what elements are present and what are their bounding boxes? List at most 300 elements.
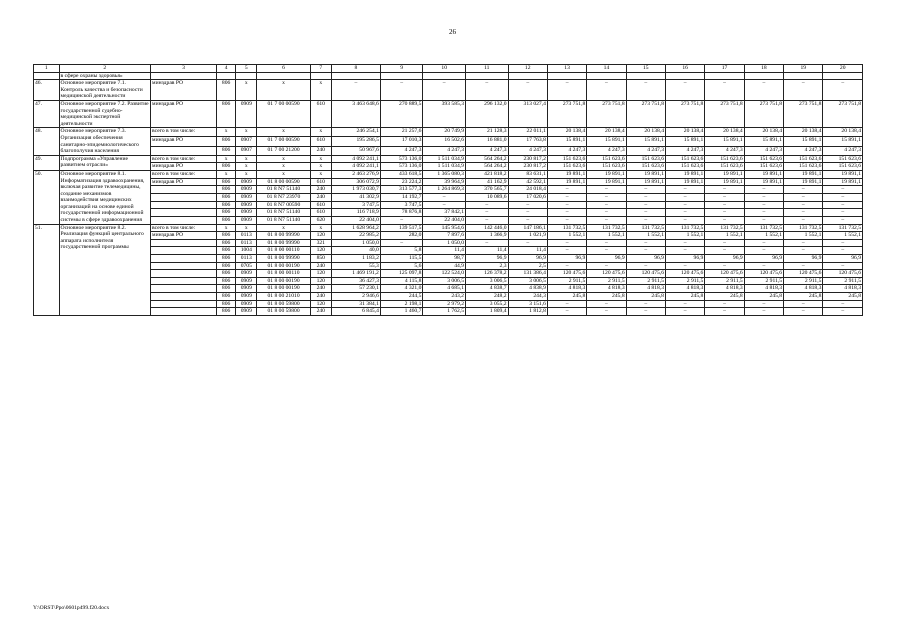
amount-cell: 19 891,1 <box>587 178 626 186</box>
executor-cell: всего в том числе: <box>151 155 217 163</box>
code-cell: 01 8 00 99990 <box>257 239 310 247</box>
amount-cell: – <box>547 308 586 316</box>
amount-cell: 19 891,1 <box>705 178 744 186</box>
amount-cell: – <box>744 209 783 217</box>
amount-cell: 142 446,0 <box>465 224 508 232</box>
amount-cell: 2 198,1 <box>380 300 423 308</box>
empty-cell <box>665 72 704 80</box>
code-cell: 806 <box>217 285 236 293</box>
amount-cell: 15 891,1 <box>665 137 704 146</box>
amount-cell: 15 891,1 <box>784 137 823 146</box>
amount-cell: 147 186,1 <box>508 224 547 232</box>
amount-cell: 139 517,5 <box>380 224 423 232</box>
amount-cell: 273 751,8 <box>705 100 744 127</box>
amount-cell: 17 763,8 <box>508 137 547 146</box>
amount-cell: 122 524,0 <box>423 270 466 278</box>
amount-cell: 3 006,5 <box>423 277 466 285</box>
code-cell: x <box>236 128 257 137</box>
amount-cell: 245,8 <box>626 293 665 301</box>
executor-cell: минздрав РО <box>151 178 217 186</box>
row-number-cell: 46. <box>34 80 60 101</box>
code-cell: x <box>257 224 310 232</box>
amount-cell: 4 115,8 <box>380 277 423 285</box>
code-cell: 01 8 00 00190 <box>257 285 310 293</box>
code-cell: 01 8 N7 51140 <box>257 216 310 224</box>
code-cell: 806 <box>217 308 236 316</box>
amount-cell: 96,9 <box>665 255 704 263</box>
amount-cell: – <box>465 216 508 224</box>
amount-cell: 83 631,1 <box>508 170 547 178</box>
amount-cell: 120 475,6 <box>705 270 744 278</box>
amount-cell: 151 623,6 <box>665 163 704 171</box>
amount-cell: – <box>587 239 626 247</box>
amount-cell: 370 565,7 <box>465 186 508 194</box>
amount-cell: 24 018,4 <box>508 186 547 194</box>
column-number-header: 13 <box>547 65 586 73</box>
amount-cell: 2 911,5 <box>665 277 704 285</box>
amount-cell: 1 365 080,3 <box>423 170 466 178</box>
code-cell: 610 <box>310 178 331 186</box>
column-number-header: 17 <box>705 65 744 73</box>
executor-cell: всего в том числе: <box>151 224 217 232</box>
amount-cell: 19 891,1 <box>626 178 665 186</box>
code-cell: 01 7 00 00590 <box>257 137 310 146</box>
code-cell: 806 <box>217 277 236 285</box>
table-row <box>34 247 863 255</box>
amount-cell: 151 623,6 <box>626 163 665 171</box>
table-row <box>34 262 863 270</box>
code-cell: 120 <box>310 270 331 278</box>
amount-cell: 42 592,1 <box>508 178 547 186</box>
code-cell: x <box>257 80 310 101</box>
amount-cell: 120 475,6 <box>665 270 704 278</box>
amount-cell: – <box>587 262 626 270</box>
code-cell: 01 8 00 99990 <box>257 255 310 263</box>
amount-cell: – <box>626 300 665 308</box>
amount-cell: 151 623,6 <box>784 163 823 171</box>
amount-cell: 11,4 <box>465 247 508 255</box>
amount-cell: 151 623,6 <box>823 163 863 171</box>
amount-cell: – <box>784 300 823 308</box>
code-cell: 01 8 N7 00590 <box>257 201 310 209</box>
code-cell: 01 8 00 59800 <box>257 300 310 308</box>
code-cell: 0909 <box>236 277 257 285</box>
code-cell: x <box>236 155 257 163</box>
amount-cell: 4 092 241,1 <box>331 155 380 163</box>
code-cell: 120 <box>310 232 331 240</box>
amount-cell: 96,9 <box>547 255 586 263</box>
item-name-cell: Основное мероприятие 8.2. Реализация функций центрального аппарата исполнителя государственной программы <box>59 224 151 315</box>
amount-cell: 4 818,3 <box>744 285 783 293</box>
amount-cell: 151 623,6 <box>744 163 783 171</box>
code-cell: 01 8 00 00190 <box>257 262 310 270</box>
code-cell: x <box>310 163 331 171</box>
empty-cell <box>310 72 331 80</box>
amount-cell: 230 817,2 <box>508 155 547 163</box>
amount-cell: 3 747,5 <box>380 201 423 209</box>
code-cell: 01 7 00 00590 <box>257 100 310 127</box>
code-cell: 120 <box>310 300 331 308</box>
amount-cell: – <box>823 80 863 101</box>
code-cell: 0909 <box>236 186 257 194</box>
amount-cell: 55,3 <box>331 262 380 270</box>
amount-cell: 16 502,6 <box>423 137 466 146</box>
amount-cell: 2 911,5 <box>823 277 863 285</box>
code-cell: 0907 <box>236 146 257 155</box>
empty-cell <box>547 72 586 80</box>
amount-cell: 96,9 <box>465 255 508 263</box>
empty-cell <box>236 72 257 80</box>
amount-cell: 1 264 869,3 <box>423 186 466 194</box>
amount-cell: 19 891,1 <box>665 170 704 178</box>
code-cell: x <box>257 170 310 178</box>
amount-cell: 4 818,3 <box>823 285 863 293</box>
amount-cell: 1 809,4 <box>465 308 508 316</box>
row-number-cell: 47. <box>34 100 60 127</box>
amount-cell: – <box>784 247 823 255</box>
code-cell: 806 <box>217 186 236 194</box>
executor-cell: минздрав РО <box>151 232 217 240</box>
amount-cell: 7 897,6 <box>423 232 466 240</box>
amount-cell: 1 552,1 <box>665 232 704 240</box>
amount-cell: – <box>744 239 783 247</box>
item-name-cell: Подпрограмма «Управление развитием отрасли» <box>59 155 151 170</box>
row-number-cell: 51. <box>34 224 60 315</box>
amount-cell: 50 967,6 <box>331 146 380 155</box>
amount-cell: 273 751,8 <box>626 100 665 127</box>
amount-cell: – <box>823 193 863 201</box>
amount-cell: 1 552,1 <box>705 232 744 240</box>
amount-cell: – <box>823 262 863 270</box>
amount-cell: – <box>547 201 586 209</box>
table-row <box>34 239 863 247</box>
code-cell: 806 <box>217 146 236 155</box>
column-number-header: 10 <box>423 65 466 73</box>
table-row <box>34 255 863 263</box>
amount-cell: 4 247,3 <box>587 146 626 155</box>
code-cell: 0909 <box>236 178 257 186</box>
amount-cell: 19 891,1 <box>744 178 783 186</box>
code-cell: 806 <box>217 232 236 240</box>
amount-cell: 15 891,1 <box>705 137 744 146</box>
table-row <box>34 216 863 224</box>
amount-cell: – <box>465 201 508 209</box>
item-name-cell: Основное мероприятие 7.1. Контроль качества и безопасности медицинской деятельности <box>59 80 151 101</box>
amount-cell: 246 254,1 <box>331 128 380 137</box>
amount-cell: 11,4 <box>508 247 547 255</box>
amount-cell: – <box>547 300 586 308</box>
amount-cell: 1 552,1 <box>744 232 783 240</box>
amount-cell: 4 247,3 <box>823 146 863 155</box>
amount-cell: 151 623,6 <box>665 155 704 163</box>
amount-cell: 1 552,1 <box>626 232 665 240</box>
amount-cell: 131 732,5 <box>626 224 665 232</box>
amount-cell: 2 911,5 <box>626 277 665 285</box>
amount-cell: 1 511 034,9 <box>423 163 466 171</box>
amount-cell: 2,3 <box>465 262 508 270</box>
amount-cell: 4 247,3 <box>626 146 665 155</box>
amount-cell: 4 247,3 <box>508 146 547 155</box>
code-cell: 0909 <box>236 209 257 217</box>
code-cell: 01 8 00 00190 <box>257 277 310 285</box>
amount-cell: – <box>626 209 665 217</box>
amount-cell: 4 247,3 <box>423 146 466 155</box>
amount-cell: 1 469 191,2 <box>331 270 380 278</box>
amount-cell: 2 911,5 <box>547 277 586 285</box>
amount-cell: – <box>823 300 863 308</box>
amount-cell: 2 463 276,9 <box>331 170 380 178</box>
amount-cell: – <box>744 80 783 101</box>
amount-cell: – <box>665 193 704 201</box>
amount-cell: – <box>665 262 704 270</box>
amount-cell: 4 247,3 <box>784 146 823 155</box>
amount-cell: 131 732,5 <box>823 224 863 232</box>
amount-cell: – <box>587 186 626 194</box>
amount-cell: – <box>705 308 744 316</box>
amount-cell: 6 845,4 <box>331 308 380 316</box>
amount-cell: – <box>784 193 823 201</box>
amount-cell: 573 136,0 <box>380 163 423 171</box>
amount-cell: – <box>665 239 704 247</box>
amount-cell: – <box>784 186 823 194</box>
amount-cell: 19 891,1 <box>547 170 586 178</box>
amount-cell: – <box>331 80 380 101</box>
code-cell: 321 <box>310 239 331 247</box>
amount-cell: – <box>823 247 863 255</box>
amount-cell: – <box>705 262 744 270</box>
code-cell: 01 8 00 99990 <box>257 232 310 240</box>
executor-cell <box>151 308 217 316</box>
column-number-header: 4 <box>217 65 236 73</box>
column-number-header: 19 <box>784 65 823 73</box>
amount-cell: 131 732,5 <box>784 224 823 232</box>
amount-cell: – <box>626 201 665 209</box>
executor-cell <box>151 209 217 217</box>
amount-cell: 20 138,4 <box>547 128 586 137</box>
empty-cell <box>465 72 508 80</box>
amount-cell: 17 020,6 <box>508 193 547 201</box>
amount-cell: 15 891,1 <box>744 137 783 146</box>
column-number-header: 11 <box>465 65 508 73</box>
table-row <box>34 186 863 194</box>
amount-cell: – <box>508 80 547 101</box>
amount-cell: 273 751,8 <box>587 100 626 127</box>
table-row <box>34 224 863 232</box>
column-number-header: 7 <box>310 65 331 73</box>
amount-cell: 296 132,0 <box>465 100 508 127</box>
empty-cell <box>784 72 823 80</box>
amount-cell: 4 838,7 <box>465 285 508 293</box>
table-row <box>34 193 863 201</box>
executor-cell <box>151 262 217 270</box>
code-cell: 0909 <box>236 216 257 224</box>
amount-cell: 245,8 <box>744 293 783 301</box>
row-number-cell: 49. <box>34 155 60 170</box>
amount-cell: 19 891,1 <box>587 170 626 178</box>
amount-cell: 4 838,9 <box>508 285 547 293</box>
item-name-cell: в сфере охраны здоровья» <box>59 72 151 80</box>
code-cell: 0705 <box>236 262 257 270</box>
amount-cell: – <box>626 239 665 247</box>
amount-cell: 37 842,1 <box>423 209 466 217</box>
executor-cell: всего в том числе: <box>151 170 217 178</box>
amount-cell: 245,8 <box>665 293 704 301</box>
amount-cell: – <box>423 193 466 201</box>
amount-cell: 2,5 <box>508 262 547 270</box>
amount-cell: 244,5 <box>380 293 423 301</box>
item-name-cell: Основное мероприятие 8.1. Информатизация здравоохранения, включая развитие телемедицины, создание механизмов взаимодействия медицинских организаций на основе единой государственной информационной системы в сфере здравоохранения <box>59 170 151 224</box>
amount-cell: 245,8 <box>587 293 626 301</box>
amount-cell: 244,3 <box>508 293 547 301</box>
amount-cell: – <box>587 209 626 217</box>
amount-cell: – <box>823 308 863 316</box>
amount-cell: 131 732,5 <box>744 224 783 232</box>
amount-cell: – <box>665 186 704 194</box>
amount-cell: 1 762,5 <box>423 308 466 316</box>
executor-cell <box>151 293 217 301</box>
code-cell: 0909 <box>236 201 257 209</box>
amount-cell: – <box>587 193 626 201</box>
amount-cell: 151 623,6 <box>705 155 744 163</box>
amount-cell: 2 979,2 <box>423 300 466 308</box>
amount-cell: – <box>823 239 863 247</box>
code-cell: 806 <box>217 293 236 301</box>
amount-cell: 2 911,5 <box>784 277 823 285</box>
amount-cell: 39 964,9 <box>423 178 466 186</box>
code-cell: 240 <box>310 193 331 201</box>
code-cell: 240 <box>310 308 331 316</box>
amount-cell: 96,9 <box>744 255 783 263</box>
table-row <box>34 100 863 127</box>
amount-cell: – <box>705 201 744 209</box>
amount-cell: 19 891,1 <box>705 170 744 178</box>
column-number-header: 18 <box>744 65 783 73</box>
table-row <box>34 300 863 308</box>
executor-cell: минздрав РО <box>151 80 217 101</box>
amount-cell: 4 247,3 <box>547 146 586 155</box>
amount-cell: 16 881,0 <box>465 137 508 146</box>
amount-cell: – <box>823 201 863 209</box>
amount-cell: 120 475,6 <box>587 270 626 278</box>
code-cell: x <box>257 155 310 163</box>
amount-cell: – <box>823 209 863 217</box>
amount-cell: 96,9 <box>587 255 626 263</box>
amount-cell: 2 946,6 <box>331 293 380 301</box>
amount-cell: – <box>587 308 626 316</box>
code-cell: x <box>236 224 257 232</box>
code-cell: 240 <box>310 262 331 270</box>
code-cell: 806 <box>217 239 236 247</box>
amount-cell: 22 985,2 <box>331 232 380 240</box>
code-cell: 01 8 00 00110 <box>257 270 310 278</box>
amount-cell: 243,2 <box>423 293 466 301</box>
amount-cell: – <box>587 201 626 209</box>
empty-cell <box>705 72 744 80</box>
empty-cell <box>508 72 547 80</box>
amount-cell: – <box>626 308 665 316</box>
executor-cell <box>151 201 217 209</box>
amount-cell: 20 138,4 <box>665 128 704 137</box>
amount-cell: 4 818,3 <box>587 285 626 293</box>
column-number-header: 16 <box>665 65 704 73</box>
amount-cell: 145 954,6 <box>423 224 466 232</box>
amount-cell: 4 247,3 <box>744 146 783 155</box>
amount-cell: 120 475,6 <box>626 270 665 278</box>
amount-cell: – <box>784 239 823 247</box>
amount-cell: 4 818,3 <box>705 285 744 293</box>
executor-cell <box>151 146 217 155</box>
code-cell: x <box>257 128 310 137</box>
amount-cell: 273 751,8 <box>665 100 704 127</box>
amount-cell: 4 685,1 <box>423 285 466 293</box>
table-row <box>34 137 863 146</box>
code-cell: x <box>257 163 310 171</box>
column-number-header: 2 <box>59 65 151 73</box>
executor-cell: минздрав РО <box>151 100 217 127</box>
amount-cell: – <box>665 308 704 316</box>
amount-cell: 22 404,0 <box>423 216 466 224</box>
amount-cell: 20 138,4 <box>705 128 744 137</box>
amount-cell: 20 138,4 <box>744 128 783 137</box>
code-cell: 610 <box>310 137 331 146</box>
code-cell: 01 8 00 21010 <box>257 293 310 301</box>
executor-cell <box>151 285 217 293</box>
empty-cell <box>744 72 783 80</box>
amount-cell: 20 138,4 <box>784 128 823 137</box>
amount-cell: 151 623,6 <box>784 155 823 163</box>
code-cell: x <box>217 155 236 163</box>
table-row <box>34 163 863 171</box>
amount-cell: – <box>744 247 783 255</box>
amount-cell: – <box>626 262 665 270</box>
amount-cell: 15 891,1 <box>626 137 665 146</box>
code-cell: 0113 <box>236 255 257 263</box>
amount-cell: 15 891,1 <box>587 137 626 146</box>
amount-cell: – <box>744 201 783 209</box>
amount-cell: 4 818,3 <box>665 285 704 293</box>
amount-cell: – <box>705 193 744 201</box>
amount-cell: – <box>547 80 586 101</box>
amount-cell: 41 302,9 <box>331 193 380 201</box>
code-cell: x <box>310 128 331 137</box>
amount-cell: 273 751,8 <box>547 100 586 127</box>
amount-cell: – <box>380 80 423 101</box>
amount-cell: 421 818,2 <box>465 170 508 178</box>
amount-cell: – <box>587 300 626 308</box>
table-row <box>34 293 863 301</box>
amount-cell: – <box>784 308 823 316</box>
amount-cell: – <box>665 247 704 255</box>
amount-cell: – <box>508 209 547 217</box>
row-number-cell <box>34 72 60 80</box>
amount-cell: – <box>547 193 586 201</box>
empty-cell <box>626 72 665 80</box>
amount-cell: 151 623,6 <box>547 163 586 171</box>
amount-cell: 4 247,3 <box>380 146 423 155</box>
budget-table <box>33 64 863 316</box>
amount-cell: 245,8 <box>823 293 863 301</box>
code-cell: 01 8 N7 51140 <box>257 209 310 217</box>
column-number-header: 12 <box>508 65 547 73</box>
amount-cell: 15 891,1 <box>547 137 586 146</box>
table-row <box>34 308 863 316</box>
executor-cell <box>151 277 217 285</box>
amount-cell: 40,0 <box>331 247 380 255</box>
amount-cell: 151 623,6 <box>705 163 744 171</box>
amount-cell: 15 891,1 <box>823 137 863 146</box>
table-row <box>34 80 863 101</box>
amount-cell: 120 475,6 <box>784 270 823 278</box>
